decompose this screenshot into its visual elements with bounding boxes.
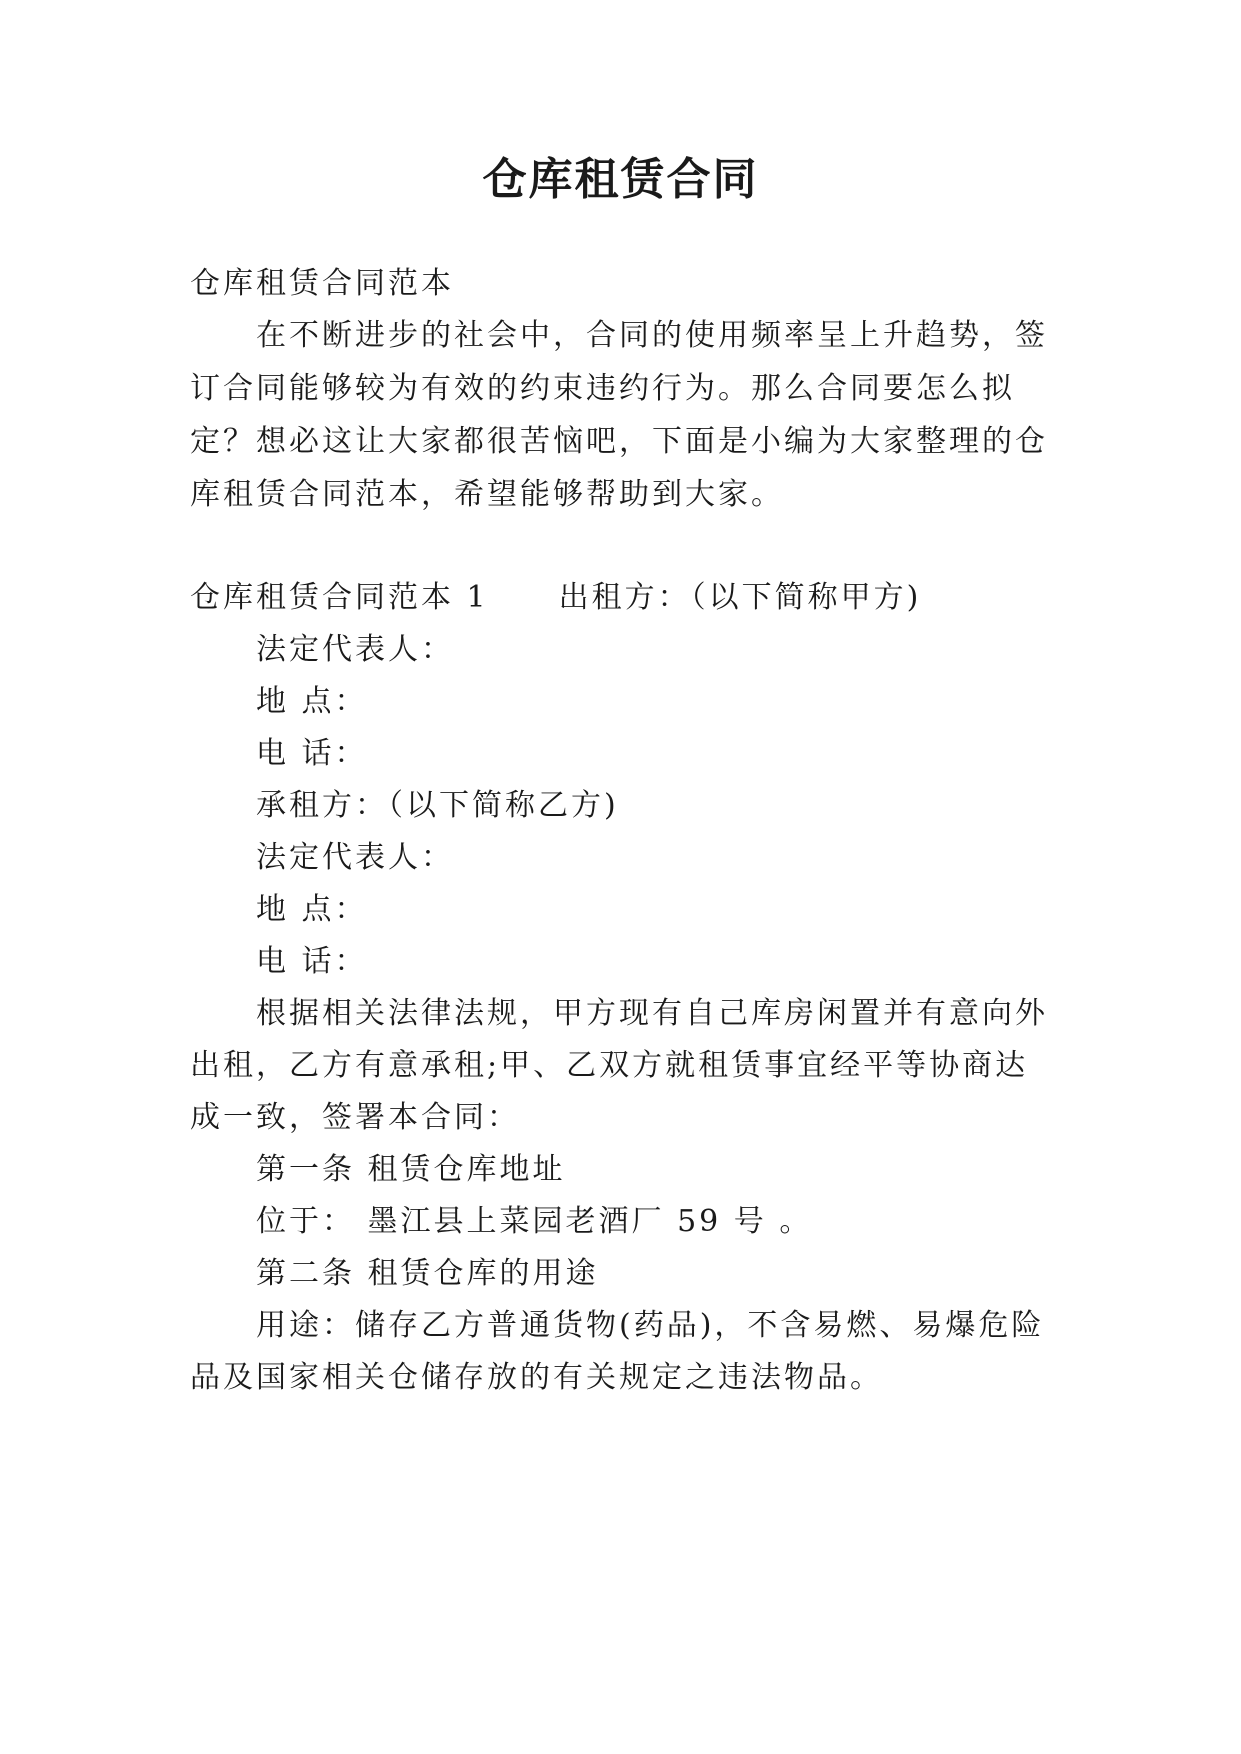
- lessor-line: 出租方：（以下简称甲方): [558, 580, 922, 615]
- preamble-line-2: 出租，乙方有意承租;甲、乙双方就租赁事宜经平等协商达: [190, 1048, 1029, 1083]
- subtitle: 仓库租赁合同范本: [190, 266, 454, 301]
- preamble-line-1: 根据相关法律法规，甲方现有自己库房闲置并有意向外: [256, 996, 1048, 1031]
- lessor-rep: 法定代表人：: [256, 632, 454, 667]
- lessor-address: 地 点：: [256, 684, 368, 719]
- preamble-line-3: 成一致，签署本合同：: [190, 1100, 520, 1135]
- article-2-title: 第二条 租赁仓库的用途: [256, 1256, 599, 1291]
- lessee-phone: 电 话：: [256, 944, 368, 979]
- lessor-phone: 电 话：: [256, 736, 368, 771]
- lessee-line: 承租方：（以下简称乙方): [256, 788, 619, 823]
- article-1-title: 第一条 租赁仓库地址: [256, 1152, 566, 1187]
- article-2-body-line-2: 品及国家相关仓储存放的有关规定之违法物品。: [190, 1360, 883, 1395]
- intro-line-1: 在不断进步的社会中，合同的使用频率呈上升趋势，签: [256, 318, 1048, 353]
- intro-line-2: 订合同能够较为有效的约束违约行为。那么合同要怎么拟: [190, 371, 1015, 406]
- intro-line-3: 定？想必这让大家都很苦恼吧，下面是小编为大家整理的仓: [190, 424, 1048, 459]
- intro-line-4: 库租赁合同范本，希望能够帮助到大家。: [190, 477, 784, 512]
- article-1-body: 位于： 墨江县上菜园老酒厂 59 号 。: [256, 1204, 813, 1239]
- sample-heading-row: [190, 576, 921, 620]
- article-2-body-line-1: 用途：储存乙方普通货物(药品)，不含易燃、易爆危险: [256, 1308, 1045, 1343]
- sample-heading: 仓库租赁合同范本 1: [190, 580, 489, 615]
- lessee-rep: 法定代表人：: [256, 840, 454, 875]
- lessee-address: 地 点：: [256, 892, 368, 927]
- document-title: 仓库租赁合同: [482, 154, 759, 205]
